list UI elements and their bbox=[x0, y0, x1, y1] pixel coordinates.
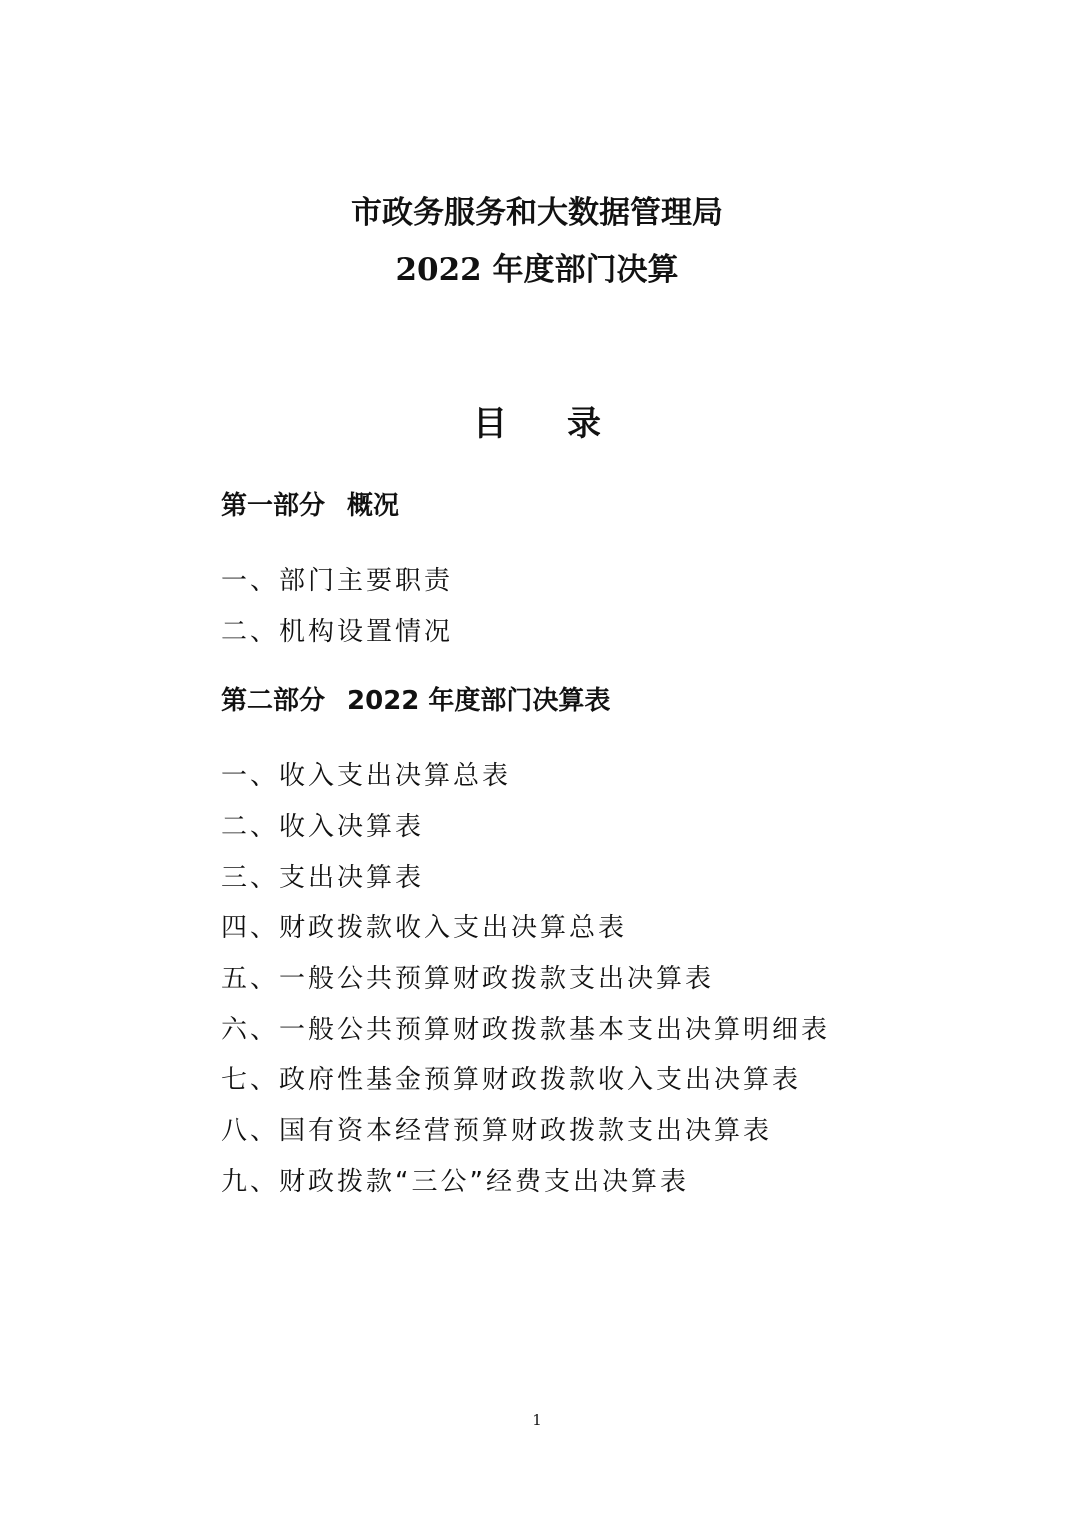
part-heading-1 bbox=[221, 489, 399, 523]
toc-item: 一、收入支出决算总表 bbox=[221, 761, 512, 791]
document-subtitle: 2022 年度部门决算 bbox=[395, 252, 679, 288]
part-title: 2022 年度部门决算表 bbox=[347, 686, 611, 716]
page-number: 1 bbox=[532, 1411, 542, 1429]
part-heading-2 bbox=[221, 684, 610, 718]
toc-item: 二、机构设置情况 bbox=[221, 617, 454, 647]
part-number-label: 第一部分 bbox=[221, 491, 326, 521]
part-title: 概况 bbox=[347, 491, 400, 521]
toc-item: 一、部门主要职责 bbox=[221, 566, 454, 596]
toc-item: 四、财政拨款收入支出决算总表 bbox=[221, 913, 628, 943]
toc-item: 六、一般公共预算财政拨款基本支出决算明细表 bbox=[221, 1015, 831, 1045]
toc-heading: 目录 bbox=[473, 404, 661, 444]
toc-item: 三、支出决算表 bbox=[221, 863, 425, 893]
toc-item: 五、一般公共预算财政拨款支出决算表 bbox=[221, 964, 715, 994]
toc-item: 七、政府性基金预算财政拨款收入支出决算表 bbox=[221, 1065, 802, 1095]
toc-item: 九、财政拨款“三公”经费支出决算表 bbox=[221, 1167, 689, 1197]
document-title: 市政务服务和大数据管理局 bbox=[351, 195, 723, 231]
toc-item: 二、收入决算表 bbox=[221, 812, 425, 842]
toc-item: 八、国有资本经营预算财政拨款支出决算表 bbox=[221, 1116, 773, 1146]
part-number-label: 第二部分 bbox=[221, 686, 326, 716]
